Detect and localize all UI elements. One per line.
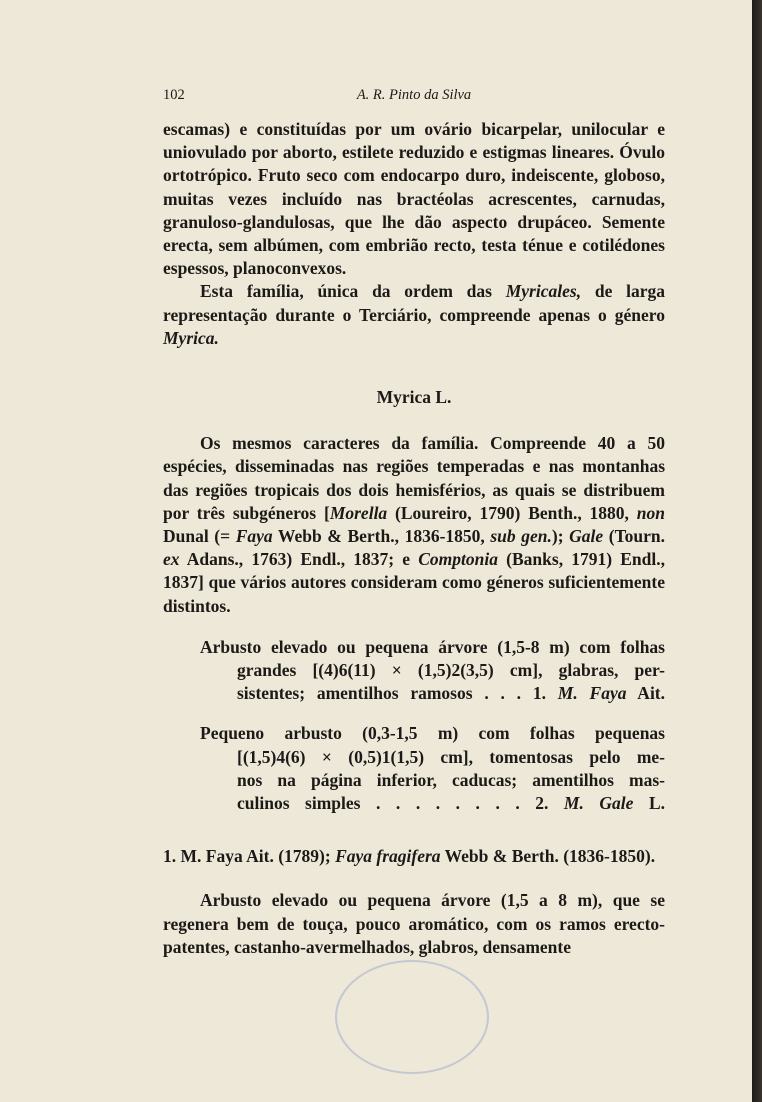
paragraph-family-note: Esta família, única da ordem das Myricales, de larga representação durante o Terciário, compreende apenas o género Myrica.: [163, 281, 665, 348]
key-entry-2-line-1: Pequeno arbusto (0,3-1,5 m) com folhas pequenas: [200, 723, 665, 744]
key-entry-1: [163, 636, 665, 706]
key-entry-2: [163, 722, 665, 815]
body-text: [163, 118, 665, 959]
library-stamp: [335, 960, 489, 1074]
page-header: [163, 87, 665, 107]
key-entry-2-line-2: [(1,5)4(6) × (0,5)1(1,5) cm], tomentosas pelo me-: [237, 746, 665, 767]
genus-heading: Myrica L.: [376, 387, 452, 408]
paragraph-description: escamas) e constituídas por um ovário bicarpelar, unilocular e uniovulado por aborto, estilete reduzido e estigmas lineares. Óvulo ortotrópico. Fruto seco com endocarpo duro, indeiscente, globoso, muitas vezes incluído nas bractéolas acrescentes, carnudas, granuloso-glandulosas, que lhe dão aspecto drupáceo. Semente erecta, sem albúmen, com embrião recto, testa ténue e cotilédones espessos, planoconvexos.: [163, 119, 665, 279]
species-heading: 1. M. Faya Ait. (1789); Faya fragifera Webb & Berth. (1836-1850).: [163, 846, 656, 867]
key-entry-1-line-1: Arbusto elevado ou pequena árvore (1,5-8 m) com folhas: [200, 636, 665, 657]
running-head: A. R. Pinto da Silva: [356, 87, 472, 103]
key-entry-2-line-3: nos na página inferior, caducas; amentilhos mas-: [237, 769, 665, 790]
key-entry-1-line-2: grandes [(4)6(11) × (1,5)2(3,5) cm], glabras, per-: [237, 660, 665, 681]
paragraph-species-description: Arbusto elevado ou pequena árvore (1,5 a 8 m), que se regenera bem de touça, pouco aromático, com os ramos erecto-patentes, castanho-avermelhados, glabros, densamente: [163, 890, 665, 957]
key-entry-2-line-4: culinos simples . . . . . . . . 2. M. Gale L.: [237, 793, 665, 814]
key-entry-1-line-3: sistentes; amentilhos ramosos . . . 1. M. Faya Ait.: [237, 683, 666, 704]
page-edge: [752, 0, 762, 1102]
page-number: 102: [163, 87, 185, 103]
paragraph-genus-description: Os mesmos caracteres da família. Compreende 40 a 50 espécies, disseminadas nas regiões temperadas e nas montanhas das regiões tropicais dos dois hemisférios, as quais se distribuem por três subgéneros [Morella (Loureiro, 1790) Benth., 1880, non Dunal (= Faya Webb & Berth., 1836-1850, sub gen.); Gale (Tourn. ex Adans., 1763) Endl., 1837; e Comptonia (Banks, 1791) Endl., 1837] que vários autores consideram como géneros suficientemente distintos.: [163, 433, 665, 616]
